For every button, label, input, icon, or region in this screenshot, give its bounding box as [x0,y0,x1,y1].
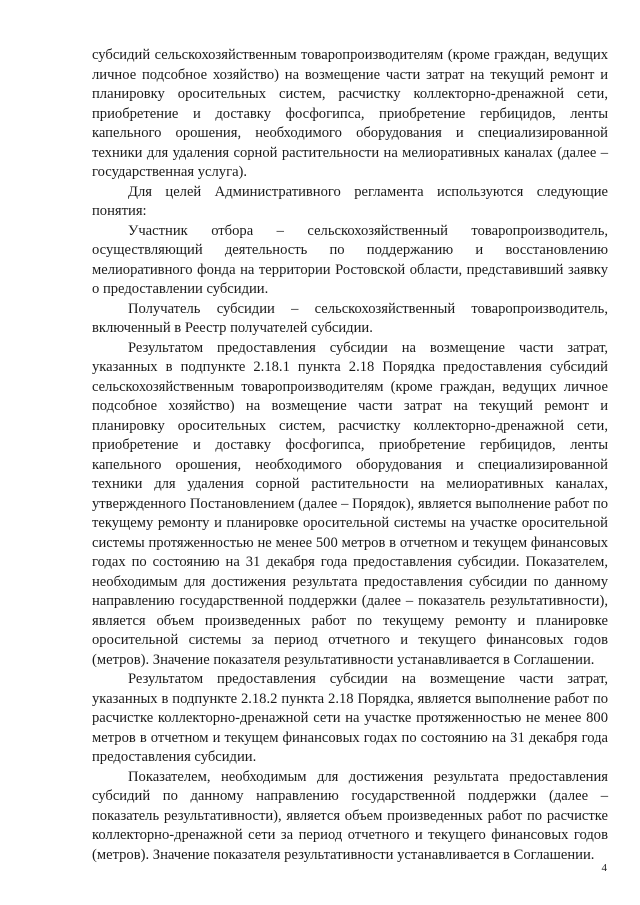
page-number: 4 [601,862,607,874]
paragraph-definitions-intro: Для целей Административного регламента используются следующие понятия: [92,183,608,219]
paragraph-result-2-18-2: Результатом предоставления субсидии на возмещение части затрат, указанных в подпункте 2.18.2 пункта 2.18 Порядка, является выполнение работ по расчистке коллекторно-дренажной сети на участке протяженностью не менее 800 метров в отчетном и текущем финансовых годах по состоянию на 31 декабря года предоставления субсидии. [92,671,608,765]
paragraph-performance-indicator: Показателем, необходимым для достижения результата предоставления субсидий по данному направлению государственной поддержки (далее – показатель результативности), является объем произведенных работ по расчистке коллекторно-дренажной сети за период отчетного и текущего финансовых годов (метров). Значение показателя результативности устанавливается в Соглашении. [92,768,608,863]
paragraph-recipient-definition: Получатель субсидии – сельскохозяйственный товаропроизводитель, включенный в Реестр получателей субсидии. [92,300,608,336]
paragraph-result-2-18-1: Результатом предоставления субсидии на возмещение части затрат, указанных в подпункте 2.18.1 пункта 2.18 Порядка предоставления субсидий сельскохозяйственным товаропроизводителям (кроме граждан, ведущих личное подсобное хозяйство) на возмещение части затрат на текущий ремонт и планировку оросительных систем, расчистку коллекторно-дренажной сети, приобретение и доставку фосфогипса, приобретение гербицидов, ленты капельного орошения, необходимого оборудования и специализированной техники для удаления сорной растительности на мелиоративных каналах, утвержденного Постановлением (далее – Порядок), является выполнение работ по текущему ремонту и планировке оросительной системы на участке оросительной системы протяженностью не менее 500 метров в отчетном и текущем финансовых годах по состоянию на 31 декабря года предоставления субсидии. Показателем, необходимым для достижения результата предоставления субсидии по данному направлению государственной поддержки (далее – показатель результативности), является объем произведенных работ по текущему ремонту и планировке оросительной системы за период отчетного и текущего финансовых годов (метров). Значение показателя результативности устанавливается в Соглашении. [92,339,608,668]
paragraph-participant-definition: Участник отбора – сельскохозяйственный товаропроизводитель, осуществляющий деятельность по поддержанию и восстановлению мелиоративного фонда на территории Ростовской области, представивший заявку о предоставлении субсидии. [92,222,608,297]
paragraph-continuation: субсидий сельскохозяйственным товаропроизводителям (кроме граждан, ведущих личное подсобное хозяйство) на возмещение части затрат на текущий ремонт и планировку оросительных систем, расчистку коллекторно-дренажной сети, приобретение и доставку фосфогипса, приобретение гербицидов, ленты капельного орошения, необходимого оборудования и специализированной техники для удаления сорной растительности на мелиоративных каналах (далее – государственная услуга). [92,47,608,180]
